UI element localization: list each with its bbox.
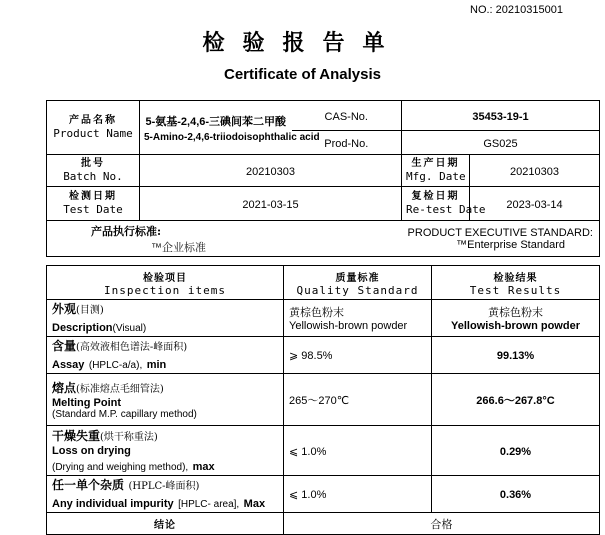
conclusion-value-cell xyxy=(284,513,600,535)
header-items xyxy=(47,266,284,300)
title-english: Certificate of Analysis xyxy=(224,66,381,83)
item-impurity-en-method: [HPLC- area], xyxy=(178,499,240,510)
header-items-en: Inspection items xyxy=(104,283,226,297)
result-impurity-value: 0.36% xyxy=(499,489,532,501)
retest-label xyxy=(402,187,486,221)
header-results-cn: 检验结果 xyxy=(493,272,538,284)
item-assay-cn: 含量 xyxy=(52,339,77,353)
item-description-cn-method: (目测) xyxy=(76,305,104,316)
standard-value-cn: ™企业标准 xyxy=(151,241,206,254)
mfg-label xyxy=(402,155,470,187)
item-melting-point-en: Melting Point xyxy=(52,397,122,409)
conclusion-label: 结论 xyxy=(154,519,176,531)
standard-loss-on-drying-value: ⩽ 1.0% xyxy=(289,445,327,458)
item-loss-on-drying-en-method: (Drying and weighing method), xyxy=(52,461,189,473)
result-assay-value: 99.13% xyxy=(496,350,535,362)
inspection-header-row xyxy=(47,266,600,300)
test-date-value-cell xyxy=(140,187,402,221)
item-melting-point xyxy=(47,374,284,426)
table-row xyxy=(47,374,600,426)
result-melting-point-value: 266.6～267.8°C xyxy=(476,394,555,407)
retest-label-en: Re-test Date xyxy=(406,202,486,216)
item-loss-on-drying xyxy=(47,426,284,476)
product-name-label xyxy=(47,101,140,155)
standard-melting-point xyxy=(284,374,432,426)
standard-en-cell xyxy=(402,221,600,257)
item-melting-point-cn-method: (标准熔点毛细管法) xyxy=(76,384,164,395)
mfg-value-cell xyxy=(470,155,600,187)
item-description-en: Description xyxy=(52,322,113,334)
prod-no-label: Prod-No. xyxy=(324,137,369,150)
item-assay-en-method: (HPLC-a/a), xyxy=(88,360,143,371)
standard-description-cn: 黄棕色粉末 xyxy=(289,306,344,319)
product-name-label-cn: 产品名称 xyxy=(69,114,117,126)
header-standard xyxy=(284,266,432,300)
product-name-label-en: Product Name xyxy=(53,126,133,140)
test-date-label-en: Test Date xyxy=(63,202,123,216)
cas-value: 35453-19-1 xyxy=(472,110,529,123)
result-loss-on-drying-value: 0.29% xyxy=(499,445,532,458)
result-loss-on-drying xyxy=(432,426,600,476)
item-melting-point-cn: 熔点 xyxy=(52,381,77,395)
test-date-label-cn: 检测日期 xyxy=(69,190,117,202)
result-description xyxy=(432,300,600,337)
table-row xyxy=(47,300,600,337)
result-melting-point xyxy=(432,374,600,426)
standard-loss-on-drying xyxy=(284,426,432,476)
standard-label-cn: 产品执行标准: xyxy=(91,224,162,238)
item-impurity-en-suffix: Max xyxy=(243,498,266,510)
item-assay-en: Assay xyxy=(52,359,85,371)
product-name-cell xyxy=(140,101,320,155)
result-description-cn: 黄棕色粉末 xyxy=(488,306,543,319)
standard-melting-point-value: 265～270℃ xyxy=(289,394,350,407)
standard-impurity xyxy=(284,476,432,513)
product-name-en: 5-Amino-2,4,6-triiodoisophthalic acid xyxy=(144,131,320,143)
cas-label-cell xyxy=(292,101,402,131)
table-row xyxy=(47,337,600,374)
header-results xyxy=(432,266,600,300)
table-row xyxy=(47,426,600,476)
standard-impurity-value: ⩽ 1.0% xyxy=(289,489,327,501)
retest-value-cell xyxy=(470,187,600,221)
item-loss-on-drying-cn-method: (烘干称重法) xyxy=(100,431,158,443)
cas-value-cell xyxy=(402,101,600,131)
result-description-en: Yellowish-brown powder xyxy=(451,320,580,332)
batch-value-cell xyxy=(140,155,402,187)
batch-label xyxy=(47,155,140,187)
retest-label-cn: 复检日期 xyxy=(411,190,460,202)
standard-assay xyxy=(284,337,432,374)
test-date-value: 2021-03-15 xyxy=(242,198,299,211)
mfg-value: 20210303 xyxy=(510,165,559,178)
header-standard-cn: 质量标准 xyxy=(335,272,380,284)
batch-label-cn: 批号 xyxy=(81,157,105,169)
prod-no-value: GS025 xyxy=(483,137,518,150)
prod-no-value-cell xyxy=(402,131,600,155)
cas-label: CAS-No. xyxy=(324,110,368,123)
item-description xyxy=(47,300,284,337)
standard-description xyxy=(284,300,432,337)
batch-value: 20210303 xyxy=(246,165,295,178)
item-description-en-method: (Visual) xyxy=(112,323,147,334)
batch-row xyxy=(47,155,600,187)
item-loss-on-drying-en: Loss on drying xyxy=(52,444,131,457)
mfg-label-en: Mfg. Date xyxy=(406,169,466,183)
item-assay-cn-method: (高效液相色谱法-峰面积) xyxy=(76,342,188,353)
item-loss-on-drying-cn: 干燥失重 xyxy=(52,428,101,443)
item-description-cn: 外观 xyxy=(52,302,77,316)
test-date-label xyxy=(47,187,140,221)
item-loss-on-drying-en-suffix: max xyxy=(192,460,215,473)
item-impurity-cn: 任一单个杂质 xyxy=(52,478,125,492)
item-assay-en-suffix: min xyxy=(146,359,167,371)
batch-label-en: Batch No. xyxy=(63,169,123,183)
standard-description-en: Yellowish-brown powder xyxy=(289,320,408,332)
retest-value: 2023-03-14 xyxy=(506,198,563,211)
mfg-label-cn: 生产日期 xyxy=(411,157,460,169)
result-assay xyxy=(432,337,600,374)
standard-cn-cell xyxy=(47,221,402,257)
standard-label-en: PRODUCT EXECUTIVE STANDARD: xyxy=(407,226,593,239)
item-impurity xyxy=(47,476,284,513)
inspection-table xyxy=(46,265,600,535)
header-items-cn: 检验项目 xyxy=(143,272,187,284)
product-name-row xyxy=(47,101,600,131)
item-impurity-cn-method: (HPLC-峰面积) xyxy=(128,481,200,492)
conclusion-row xyxy=(47,513,600,535)
title-chinese: 检验报告单 xyxy=(202,30,403,56)
conclusion-value: 合格 xyxy=(430,517,453,531)
product-name-cn: 5-氨基-2,4,6-三碘间苯二甲酸 xyxy=(145,115,287,128)
test-date-row xyxy=(47,187,600,221)
conclusion-label-cell xyxy=(47,513,284,535)
header-results-en: Test Results xyxy=(469,283,562,297)
product-info-table xyxy=(46,100,600,257)
item-melting-point-en-method: (Standard M.P. capillary method) xyxy=(52,409,197,420)
item-assay xyxy=(47,337,284,374)
result-impurity xyxy=(432,476,600,513)
standard-value-en: ™Enterprise Standard xyxy=(456,238,565,251)
table-row xyxy=(47,476,600,513)
header-standard-en: Quality Standard xyxy=(296,283,419,297)
item-impurity-en: Any individual impurity xyxy=(52,498,174,510)
standard-assay-value: ⩾ 98.5% xyxy=(289,350,333,362)
document-number: NO.: 20210315001 xyxy=(470,4,563,16)
standard-row xyxy=(47,221,600,257)
